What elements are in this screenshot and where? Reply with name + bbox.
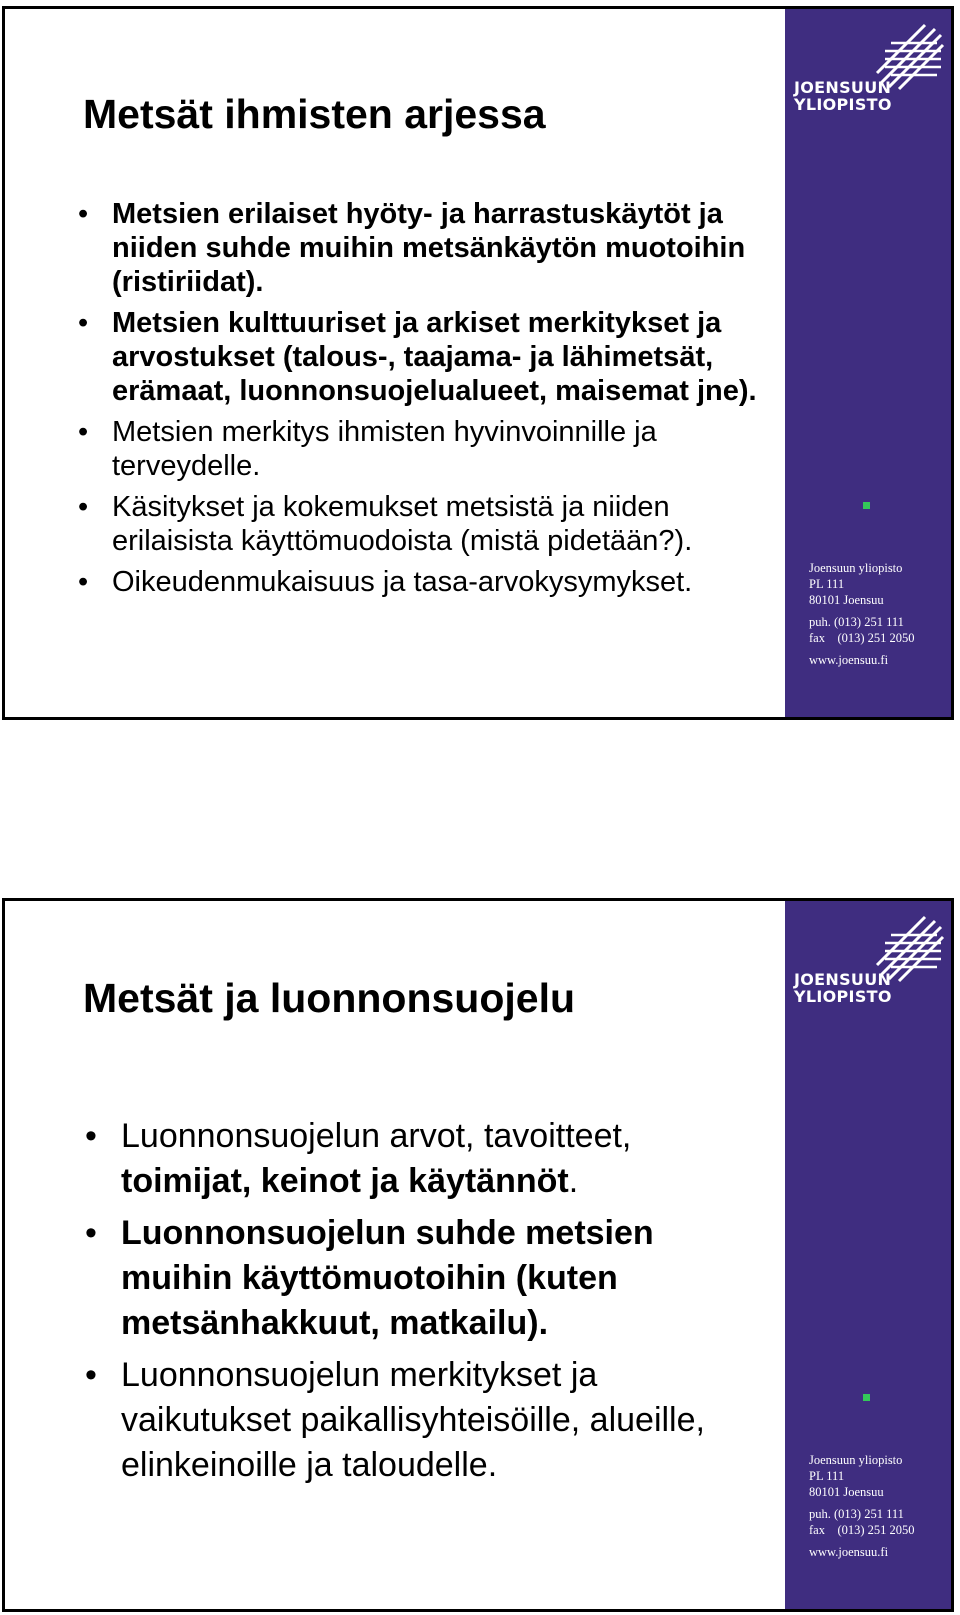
slide-content <box>5 901 791 1609</box>
university-sidebar <box>785 9 951 717</box>
list-item <box>78 490 772 558</box>
address-postal: 80101 Joensuu <box>809 1485 884 1499</box>
contact-address <box>809 560 915 668</box>
slide-title: Metsät ja luonnonsuojelu <box>83 975 576 1021</box>
accent-square <box>863 502 870 509</box>
bullet-text-bold: Luonnonsuojelun suhde metsien muihin käyttömuotoihin (kuten metsänhakkuut, matkailu). <box>121 1214 654 1342</box>
bullet-icon: • <box>78 491 89 523</box>
university-logo <box>794 79 892 113</box>
logo-line: YLIOPISTO <box>794 987 892 1006</box>
bullet-icon: • <box>85 1117 97 1155</box>
bullet-text-tail: . <box>568 1162 579 1200</box>
bullet-icon: • <box>85 1356 97 1394</box>
list-item <box>78 565 772 599</box>
address-web: www.joensuu.fi <box>809 1545 889 1559</box>
address-postal: 80101 Joensuu <box>809 593 884 607</box>
bullet-text: Käsitykset ja kokemukset metsistä ja niiden erilaisista käyttömuodoista (mistä pidetään?). <box>112 491 693 557</box>
bullet-text: Metsien merkitys ihmisten hyvinvoinnille ja terveydelle. <box>112 416 657 482</box>
university-sidebar <box>785 901 951 1609</box>
slide-content <box>5 9 791 717</box>
bullet-text: Oikeudenmukaisuus ja tasa-arvokysymykset. <box>112 566 693 598</box>
slide-2 <box>2 898 954 1612</box>
contact-address <box>809 1452 915 1560</box>
address-box: PL 111 <box>809 577 845 591</box>
bullet-icon: • <box>78 307 89 339</box>
bullet-list <box>85 1114 771 1495</box>
bullet-text-bold: toimijat, keinot ja käytännöt <box>121 1162 569 1200</box>
bullet-text: Luonnonsuojelun arvot, tavoitteet, <box>121 1117 632 1155</box>
slide-1 <box>2 6 954 720</box>
logo-line: YLIOPISTO <box>794 95 892 114</box>
bullet-icon: • <box>78 416 89 448</box>
list-item <box>85 1353 771 1488</box>
list-item <box>78 415 772 483</box>
bullet-icon: • <box>85 1214 97 1252</box>
list-item <box>78 197 772 299</box>
address-fax: fax (013) 251 2050 <box>809 1523 915 1537</box>
bullet-text-bold: Metsien erilaiset hyöty- ja harrastuskäytöt ja niiden suhde muihin metsänkäytön muotoihin (ristiriidat). <box>112 198 746 298</box>
address-box: PL 111 <box>809 1469 845 1483</box>
address-web: www.joensuu.fi <box>809 653 889 667</box>
bullet-text: Luonnonsuojelun merkitykset ja vaikutukset paikallisyhteisöille, alueille, elinkeinoille ja taloudelle. <box>121 1356 705 1484</box>
list-item <box>85 1114 771 1204</box>
address-phone: puh. (013) 251 111 <box>809 1507 904 1521</box>
bullet-text-bold: Metsien kulttuuriset ja arkiset merkitykset ja arvostukset (talous-, taajama- ja lähimetsät, erämaat, luonnonsuojelualueet, maisemat jne). <box>112 307 757 407</box>
list-item <box>85 1211 771 1346</box>
logo-line: JOENSUUN <box>794 970 892 989</box>
bullet-icon: • <box>78 198 89 230</box>
address-fax: fax (013) 251 2050 <box>809 631 915 645</box>
bullet-list <box>78 197 772 606</box>
accent-square <box>863 1394 870 1401</box>
slide-title: Metsät ihmisten arjessa <box>83 91 546 137</box>
bullet-icon: • <box>78 566 89 598</box>
logo-line: JOENSUUN <box>794 78 892 97</box>
address-phone: puh. (013) 251 111 <box>809 615 904 629</box>
university-logo <box>794 971 892 1005</box>
list-item <box>78 306 772 408</box>
address-name: Joensuun yliopisto <box>809 561 903 575</box>
address-name: Joensuun yliopisto <box>809 1453 903 1467</box>
